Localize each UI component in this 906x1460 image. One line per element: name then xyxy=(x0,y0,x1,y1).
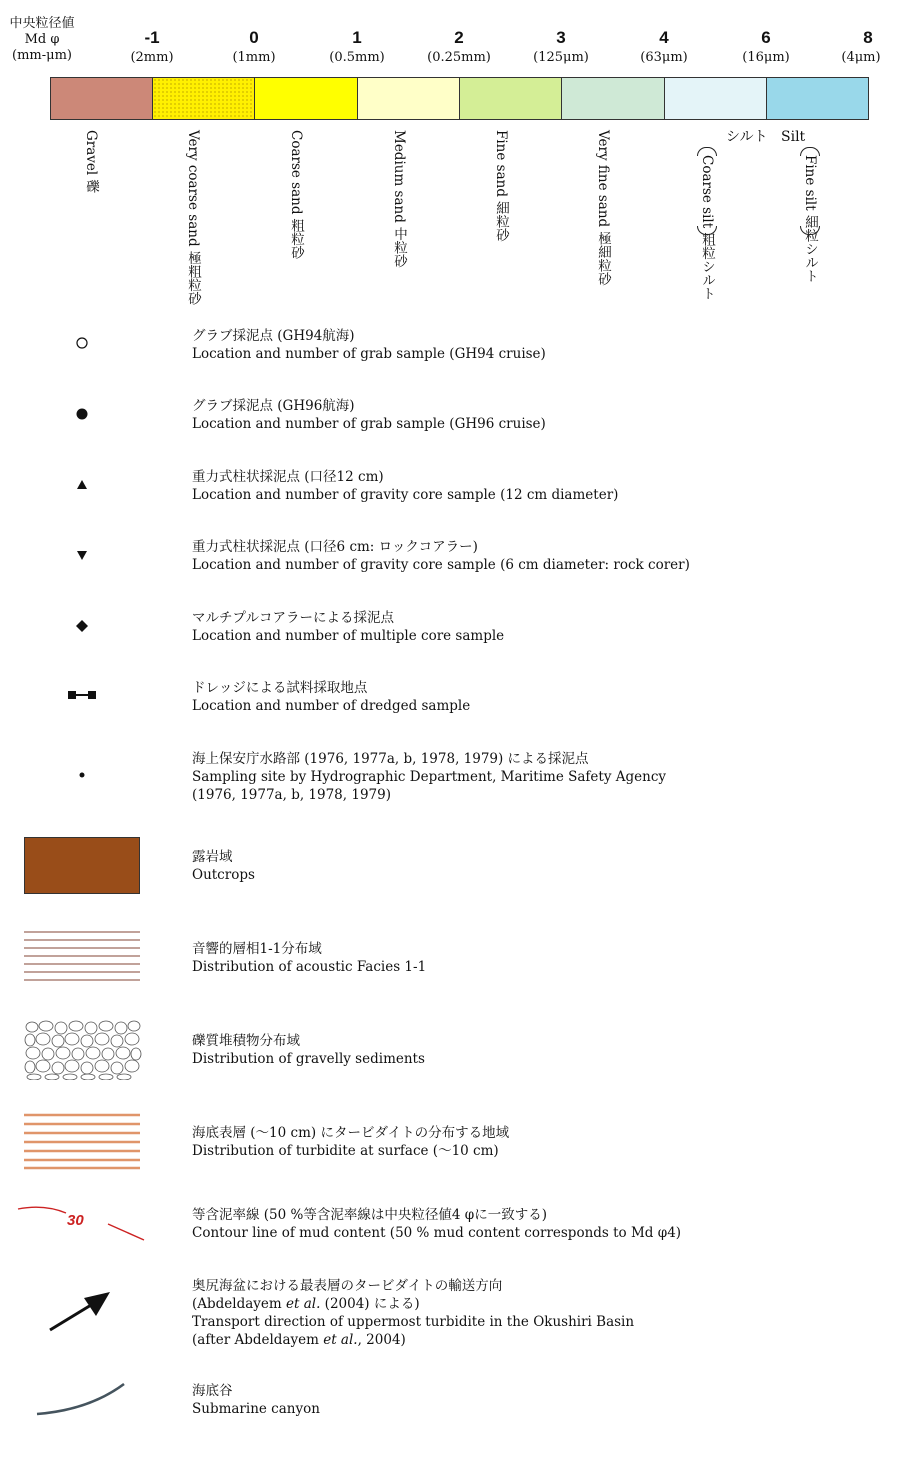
triangle-down-icon xyxy=(72,546,92,566)
size-value: (4μm) xyxy=(841,50,881,65)
class-label-en: Coarse silt xyxy=(699,155,715,229)
legend-item-multiple-core xyxy=(192,609,504,645)
silt-group-label xyxy=(726,126,805,146)
class-label-very-fine-sand xyxy=(594,130,611,285)
bar-cell-very-coarse-sand xyxy=(152,77,255,120)
diamond-icon xyxy=(72,616,92,636)
class-label-ja: 細粒シルト xyxy=(802,214,818,283)
class-label-en: Gravel xyxy=(83,130,99,176)
legend-item-dredge xyxy=(192,679,470,715)
class-label-en: Very coarse sand xyxy=(185,130,201,247)
legend-en-2-em: et al. xyxy=(323,1332,358,1348)
legend-item-canyon xyxy=(192,1382,320,1418)
silt-label-ja: シルト xyxy=(726,129,768,145)
dredge-icon xyxy=(66,687,98,703)
legend-en: Location and number of multiple core sample xyxy=(192,628,505,644)
class-label-ja: 細粒砂 xyxy=(493,201,509,242)
turbidite-swatch xyxy=(24,1110,142,1170)
class-label-en: Coarse sand xyxy=(288,130,304,215)
class-label-en: Fine sand xyxy=(493,130,509,197)
legend-ja: グラブ採泥点 (GH94航海) xyxy=(192,328,355,344)
acoustic-facies-swatch xyxy=(24,928,142,988)
legend-ja: 礫質堆積物分布域 xyxy=(192,1033,300,1049)
bar-cell-medium-sand xyxy=(357,77,460,120)
legend-item-outcrops xyxy=(192,848,255,884)
legend-en: Sampling site by Hydrographic Department, Maritime Safety Agency xyxy=(192,769,667,785)
class-label-medium-sand xyxy=(390,130,407,268)
legend-ja: 海底表層 (～10 cm) にタービダイトの分布する地域 xyxy=(192,1125,510,1141)
phi-value: 2 xyxy=(454,28,464,47)
legend-item-mud-contour xyxy=(192,1206,681,1242)
class-label-very-coarse-sand xyxy=(184,130,201,305)
phi-value: -1 xyxy=(144,28,160,47)
class-label-ja: 極細粒砂 xyxy=(595,231,611,286)
gravel-pattern-swatch xyxy=(24,1020,142,1080)
class-label-ja: 礫 xyxy=(83,179,99,194)
legend-en: Distribution of acoustic Facies 1-1 xyxy=(192,959,427,975)
size-value: (125μm) xyxy=(533,50,589,65)
phi-value: 3 xyxy=(556,28,566,47)
legend-en: Location and number of gravity core sample (12 cm diameter) xyxy=(192,487,619,503)
bar-cell-coarse-silt xyxy=(664,77,767,120)
legend-en: Submarine canyon xyxy=(192,1401,320,1417)
phi-value: 0 xyxy=(249,28,259,47)
legend-item-transport xyxy=(192,1277,634,1349)
class-label-en: Very fine sand xyxy=(595,130,611,228)
size-value: (0.5mm) xyxy=(329,50,385,65)
legend-item-acoustic-facies xyxy=(192,940,426,976)
legend-ja: 奥尻海盆における最表層のタービダイトの輸送方向 xyxy=(192,1278,503,1294)
legend-en-2-pre: (after Abdeldayem xyxy=(192,1332,324,1348)
phi-value: 6 xyxy=(761,28,771,47)
legend-item-hydrographic xyxy=(192,750,666,804)
outcrop-swatch xyxy=(24,837,140,894)
open-circle-icon xyxy=(72,333,92,353)
transport-arrow-icon xyxy=(44,1288,116,1336)
legend-en-2: (1976, 1977a, b, 1978, 1979) xyxy=(192,787,391,803)
bar-cell-fine-sand xyxy=(459,77,562,120)
legend-en: Contour line of mud content (50 % mud content corresponds to Md φ4) xyxy=(192,1225,682,1241)
legend-en: Outcrops xyxy=(192,867,255,883)
legend-ja-2-pre: (Abdeldayem xyxy=(192,1296,287,1312)
bar-cell-coarse-sand xyxy=(254,77,358,120)
legend-en: Location and number of gravity core sample (6 cm diameter: rock corer) xyxy=(192,557,690,573)
phi-value: 1 xyxy=(352,28,362,47)
silt-label-en: Silt xyxy=(781,129,806,145)
size-value: (0.25mm) xyxy=(427,50,491,65)
legend-en: Location and number of grab sample (GH94 cruise) xyxy=(192,346,546,362)
legend-en: Distribution of turbidite at surface (～10 cm) xyxy=(192,1143,499,1159)
legend-ja-2-em: et al. xyxy=(286,1296,321,1312)
scale-header-md: Md φ xyxy=(24,32,60,47)
small-dot-icon xyxy=(72,765,92,785)
class-label-en: Medium sand xyxy=(391,130,407,223)
canyon-line-icon xyxy=(34,1380,128,1420)
legend-ja: 等含泥率線 (50 %等含泥率線は中央粒径値4 φに一致する) xyxy=(192,1207,547,1223)
class-label-ja: 粗粒シルト xyxy=(699,232,715,300)
legend-en: Transport direction of uppermost turbidite in the Okushiri Basin xyxy=(192,1314,635,1330)
legend-ja: マルチプルコアラーによる採泥点 xyxy=(192,610,394,626)
triangle-up-icon xyxy=(72,475,92,495)
size-value: (2mm) xyxy=(130,50,174,65)
legend-item-turbidite xyxy=(192,1124,509,1160)
scale-header-unit: (mm-μm) xyxy=(12,48,72,63)
legend-en: Location and number of dredged sample xyxy=(192,698,471,714)
legend-ja: 海上保安庁水路部 (1976, 1977a, b, 1978, 1979) による採泥点 xyxy=(192,751,589,767)
size-value: (63μm) xyxy=(640,50,688,65)
legend-item-gravity-core-12 xyxy=(192,468,618,504)
class-label-en: Fine silt xyxy=(802,155,818,211)
legend-ja: 海底谷 xyxy=(192,1383,233,1399)
legend-ja: 重力式柱状採泥点 (口径12 cm) xyxy=(192,469,384,485)
scale-header xyxy=(6,16,78,64)
legend-en: Distribution of gravelly sediments xyxy=(192,1051,425,1067)
legend-item-gravity-core-6 xyxy=(192,538,690,574)
phi-value: 8 xyxy=(863,28,873,47)
bar-cell-very-fine-sand xyxy=(561,77,665,120)
class-label-ja: 極粗粒砂 xyxy=(185,250,201,305)
bar-cell-gravel xyxy=(50,77,153,120)
class-label-coarse-sand xyxy=(287,130,304,259)
legend-en-2 xyxy=(192,1331,634,1349)
size-value: (1mm) xyxy=(232,50,276,65)
legend-ja: 音響的層相1-1分布域 xyxy=(192,941,322,957)
scale-header-ja: 中央粒径値 xyxy=(9,16,75,31)
legend-ja-2-post: (2004) による) xyxy=(320,1296,420,1312)
legend-item-grab-gh94 xyxy=(192,327,546,363)
filled-circle-icon xyxy=(72,404,92,424)
class-label-gravel xyxy=(82,130,99,193)
legend-ja: 露岩域 xyxy=(192,849,233,865)
class-label-ja: 中粒砂 xyxy=(391,227,407,268)
legend-en-2-post: , 2004) xyxy=(357,1332,406,1348)
class-label-fine-sand xyxy=(492,130,509,242)
phi-value: 4 xyxy=(659,28,669,47)
class-label-ja: 粗粒砂 xyxy=(288,218,304,260)
legend-ja-2 xyxy=(192,1295,634,1313)
legend-ja: ドレッジによる試料採取地点 xyxy=(192,680,368,696)
legend-item-gravelly xyxy=(192,1032,425,1068)
legend-ja: グラブ採泥点 (GH96航海) xyxy=(192,398,355,414)
bar-cell-fine-silt xyxy=(766,77,869,120)
size-value: (16μm) xyxy=(742,50,790,65)
legend-item-grab-gh96 xyxy=(192,397,546,433)
legend-en: Location and number of grab sample (GH96 cruise) xyxy=(192,416,546,432)
contour-label: 30 xyxy=(67,1212,84,1229)
legend-ja: 重力式柱状採泥点 (口径6 cm: ロックコアラー) xyxy=(192,539,478,555)
class-label-fine-silt xyxy=(801,155,818,282)
